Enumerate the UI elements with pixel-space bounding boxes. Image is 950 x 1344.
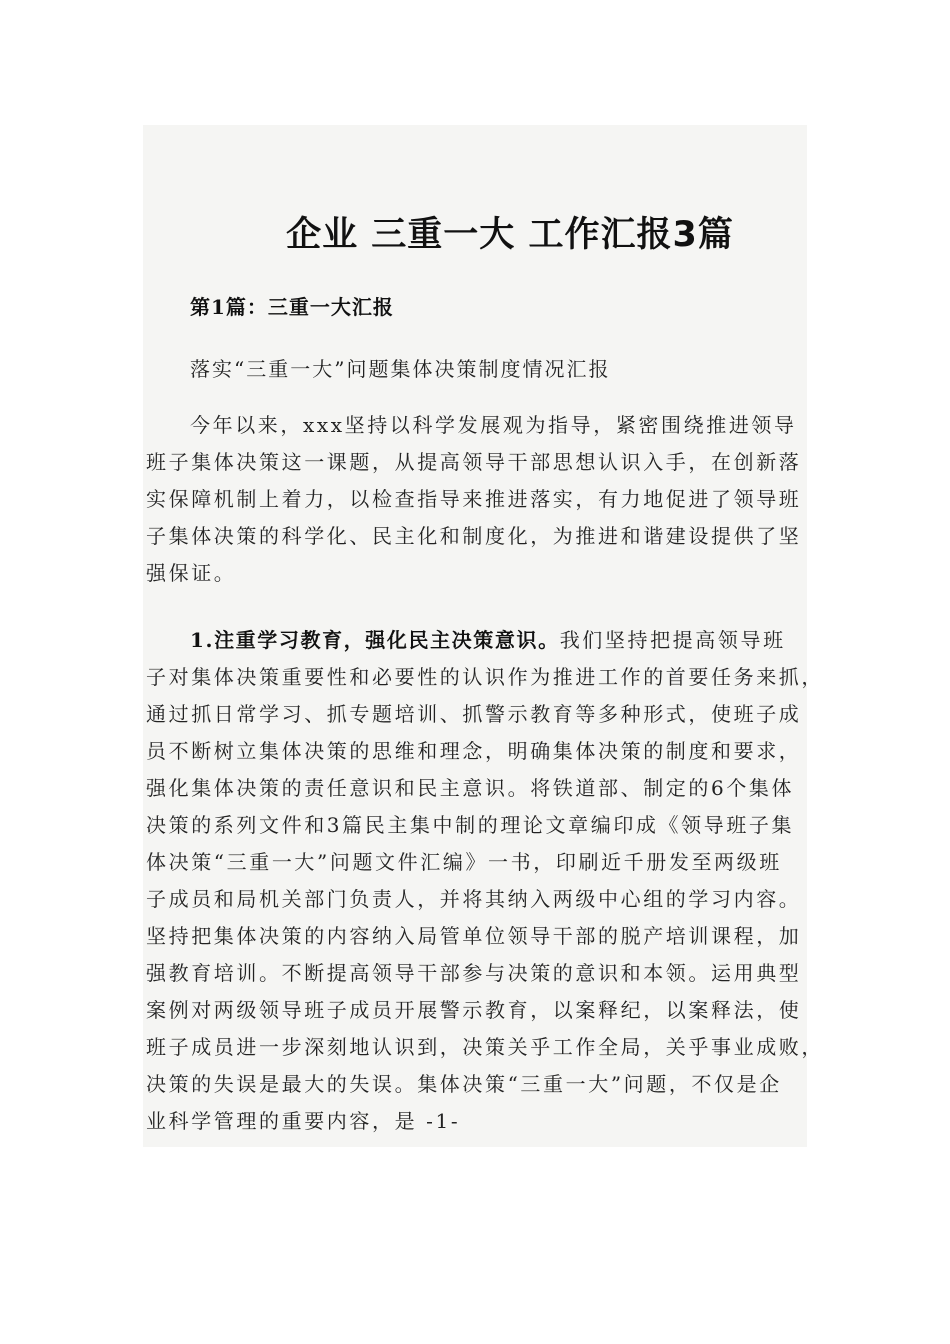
- paragraph-line: 子集体决策的科学化、民主化和制度化，为推进和谐建设提供了坚: [146, 524, 802, 548]
- paragraph-line: 员不断树立集体决策的思维和理念，明确集体决策的制度和要求，: [146, 739, 802, 763]
- section-heading: 第1篇：三重一大汇报: [190, 295, 394, 319]
- paragraph-line: 实保障机制上着力，以检查指导来推进落实，有力地促进了领导班: [146, 487, 802, 511]
- paragraph-line: 坚持把集体决策的内容纳入局管单位领导干部的脱产培训课程，加: [146, 924, 802, 948]
- paragraph-line: 通过抓日常学习、抓专题培训、抓警示教育等多种形式，使班子成: [146, 702, 802, 726]
- paragraph-line: 决策的系列文件和3篇民主集中制的理论文章编印成《领导班子集: [146, 813, 795, 837]
- paragraph-line: 强化集体决策的责任意识和民主意识。将铁道部、制定的6个集体: [146, 776, 795, 800]
- paragraph-line: 强教育培训。不断提高领导干部参与决策的意识和本领。运用典型: [146, 961, 802, 985]
- paragraph-line: 业科学管理的重要内容，是 -1-: [146, 1109, 461, 1133]
- paragraph-lead-rest: 我们坚持把提高领导班: [559, 628, 786, 652]
- paragraph-first-line: [146, 622, 806, 659]
- paragraph-line: 案例对两级领导班子成员开展警示教育，以案释纪，以案释法，使: [146, 998, 802, 1022]
- document-title: 企业 三重一大 工作汇报3篇: [286, 215, 734, 255]
- report-subtitle: 落实“三重一大”问题集体决策制度情况汇报: [190, 357, 611, 381]
- paragraph-line: 体决策“三重一大”问题文件汇编》一书，印刷近千册发至两级班: [146, 850, 782, 874]
- paragraph-line: 子对集体决策重要性和必要性的认识作为推进工作的首要任务来抓，: [146, 665, 824, 689]
- document-content: [143, 125, 824, 1147]
- paragraph-intro: [146, 407, 806, 592]
- paragraph-line: 决策的失误是最大的失误。集体决策“三重一大”问题，不仅是企: [146, 1072, 782, 1096]
- paragraph-line: 班子成员进一步深刻地认识到，决策关乎工作全局，关乎事业成败，: [146, 1035, 824, 1059]
- paragraph-line: 强保证。: [146, 561, 237, 585]
- paragraph-lead-heading: 1.注重学习教育，强化民主决策意识。: [190, 628, 560, 652]
- paragraph-line: 班子集体决策这一课题，从提高领导干部思想认识入手，在创新落: [146, 450, 802, 474]
- paragraph-line: 今年以来，xxx坚持以科学发展观为指导，紧密围绕推进领导: [190, 413, 797, 437]
- paragraph-line: 子成员和局机关部门负责人，并将其纳入两级中心组的学习内容。: [146, 887, 802, 911]
- paragraph-learning-education: [146, 622, 824, 1140]
